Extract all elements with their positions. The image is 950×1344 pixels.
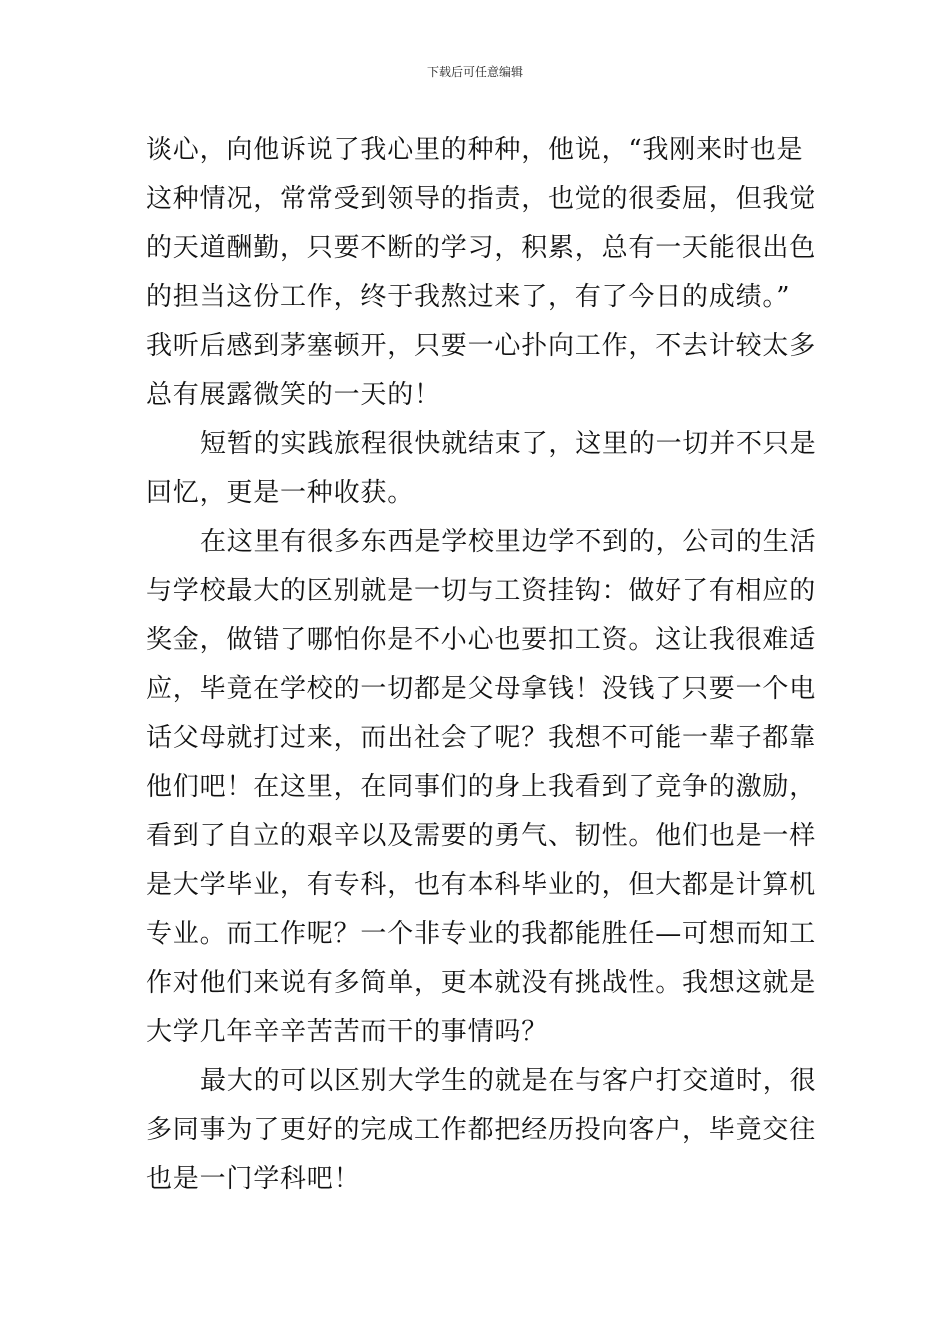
paragraph-first-line: 最大的可以区别大学生的就是在与客户打交道时，很 [200,1066,817,1096]
text-line: 是大学毕业，有专科，也有本科毕业的，但大都是计算机 [146,870,817,900]
paragraph-first-line: 在这里有很多东西是学校里边学不到的，公司的生活 [200,527,817,557]
text-line: 这种情况，常常受到领导的指责，也觉的很委屈，但我觉 [146,184,817,214]
text-line: 作对他们来说有多简单，更本就没有挑战性。我想这就是 [146,968,817,998]
text-line: 专业。而工作呢？一个非专业的我都能胜任—可想而知工 [146,919,817,949]
text-line: 也是一门学科吧！ [146,1164,361,1194]
text-line: 的担当这份工作，终于我熬过来了，有了今日的成绩。” [146,282,791,312]
text-line: 奖金，做错了哪怕你是不小心也要扣工资。这让我很难适 [146,625,817,655]
text-line: 话父母就打过来，而出社会了呢？我想不可能一辈子都靠 [146,723,817,753]
text-line: 与学校最大的区别就是一切与工资挂钩：做好了有相应的 [146,576,817,606]
paragraph-first-line: 短暂的实践旅程很快就结束了，这里的一切并不只是 [200,429,817,459]
text-line: 的天道酬勤，只要不断的学习，积累，总有一天能很出色 [146,233,817,263]
text-line: 回忆，更是一种收获。 [146,478,415,508]
text-line: 他们吧！在这里，在同事们的身上我看到了竞争的激励， [146,772,817,802]
page-header: 下载后可任意编辑 [426,65,523,79]
body-text [146,126,817,1204]
text-line: 应，毕竟在学校的一切都是父母拿钱！没钱了只要一个电 [146,674,817,704]
text-line: 我听后感到茅塞顿开，只要一心扑向工作，不去计较太多 [146,331,817,361]
text-line: 大学几年辛辛苦苦而干的事情吗？ [146,1017,549,1047]
text-line: 谈心，向他诉说了我心里的种种，他说，“我刚来时也是 [146,135,804,165]
text-line: 看到了自立的艰辛以及需要的勇气、韧性。他们也是一样 [146,821,817,851]
text-line: 多同事为了更好的完成工作都把经历投向客户，毕竟交往 [146,1115,817,1145]
text-line: 总有展露微笑的一天的！ [146,380,441,410]
